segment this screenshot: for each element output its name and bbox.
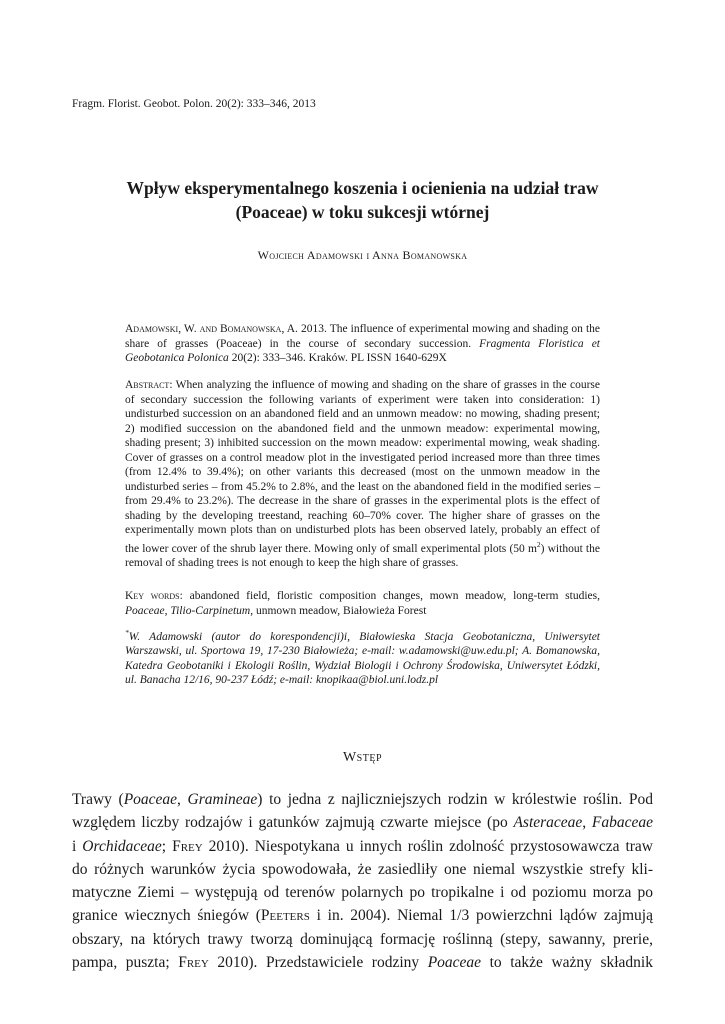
- keywords: [125, 589, 600, 618]
- citation-journal: Fragmenta Floristica et Geobotanica Polonica: [125, 337, 601, 364]
- keywords-text: abandoned field, floristic composition changes, mown meadow, long-term studies,: [182, 590, 600, 602]
- keywords-separator: ,: [164, 604, 171, 617]
- title-line-1: Wpływ eksperymentalnego koszenia i ocienienia na udział traw: [126, 178, 599, 198]
- footnote-text: W. Adamowski (autor do korespondencji)i, Białowieska Stacja Geobotaniczna, Uniwersytet Warszawski, ul. Sportowa 19, 17-230 Białowieża; e-mail: w.adamowski@uw.edu.pl; A. Bomanowska, Katedra Geobotaniki i Ekologii Roślin, Wydział Biologii i Ochrony Środowiska, Uniwersytet Łódzki, ul. Banacha 12/16, 90-237 Łódź; e-mail: knopikaa@biol.uni.lodz.pl: [125, 630, 600, 687]
- body-line-3: i Orchidaceae; Frey 2010). Niespotykana u innych roślin zdolność przystosowawcza traw: [72, 837, 654, 855]
- keyword-poaceae: Poaceae: [125, 604, 165, 617]
- abstract-superscript: 2: [536, 539, 541, 549]
- abstract-label: Abstract:: [125, 379, 173, 391]
- article-authors: Wojciech Adamowski i Anna Bomanowska: [257, 248, 468, 262]
- body-line-7: obszary, na których trawy tworzą dominującą formację roślinną (stepy, sawanny, prerie,: [72, 930, 653, 948]
- footnote-marker: *: [125, 628, 129, 637]
- abstract: [125, 378, 600, 570]
- abstract-text-end: ) without the removal of shading trees is not enough to keep the high share of grasses.: [125, 542, 600, 569]
- body-line-1: Trawy (Poaceae, Gramineae) to jedna z najliczniejszych rodzin w królestwie roślin. Pod: [72, 791, 653, 808]
- citation-tail: 20(2): 333–346. Kraków. PL ISSN 1640-629X: [228, 352, 447, 364]
- keywords-label: Key words:: [125, 590, 183, 602]
- body-paragraph: [72, 788, 653, 974]
- body-line-8: pampa, puszta; Frey 2010). Przedstawiciele rodziny Poaceae to także ważny składnik: [72, 954, 653, 972]
- keyword-tilio-carpinetum: Tilio-Carpinetum: [170, 604, 251, 617]
- author-footnote: [125, 626, 600, 688]
- article-title: [72, 176, 653, 224]
- citation-text: 2013. The influence of experimental mowing and shading on the share of grasses (Poaceae) in the course of secondary succession.: [125, 323, 600, 350]
- abstract-text: When analyzing the influence of mowing and shading on the share of grasses in the course of secondary succession the following variants of experiment were taken into consideration: 1) undisturbed succession on an abandoned field and an unmown meadow: no mowing, shading present; 2) modified succession on the abandoned field and the unmown meadow: experimental mowing, shading present; 3) inhibited succession on the mown meadow: experimental mowing, weak shading. Cover of grasses on a control meadow plot in the investigated period increased more than three times (from 12.4% to 39.4%); on other variants this decreased (most on the unmown meadow in the undisturbed series – from 45.2% to 2.8%, and the least on the abandoned field in the modified series – from 29.4% to 23.2%). The decrease in the share of grasses in the experimental plots is the effect of shading by the developing treestand, reaching 60–70% cover. The higher share of grasses on the experimentally mown plots than on undisturbed plots has been observed lately, probably an effect of the lower cover of the shrub layer there. Mowing only of small experimental plots (50 m: [125, 379, 600, 555]
- citation-authors: Adamowski, W. and Bomanowska, A.: [125, 323, 298, 335]
- body-line-5: matyczne Ziemi – występują od terenów polarnych po tropikalne i od poziomu morza po: [72, 884, 653, 902]
- title-line-2: (Poaceae) w toku sukcesji wtórnej: [235, 202, 490, 222]
- citation: [125, 322, 600, 366]
- body-line-6: granice wiecznych śniegów (Peeters i in. 2004). Niemal 1/3 powierzchni lądów zajmują: [72, 907, 653, 925]
- keywords-tail: , unmown meadow, Białowieża Forest: [250, 604, 427, 617]
- body-line-4: do różnych warunków życia spowodowała, że zasiedliły one niemal wszystkie strefy kli-: [72, 860, 653, 878]
- journal-reference: Fragm. Florist. Geobot. Polon. 20(2): 333–346, 2013: [72, 98, 316, 110]
- section-heading: Wstęp: [342, 750, 383, 765]
- body-line-2: względem liczby rodzajów i gatunków zajmują czwarte miejsce (po Asteraceae, Fabaceae: [72, 814, 654, 832]
